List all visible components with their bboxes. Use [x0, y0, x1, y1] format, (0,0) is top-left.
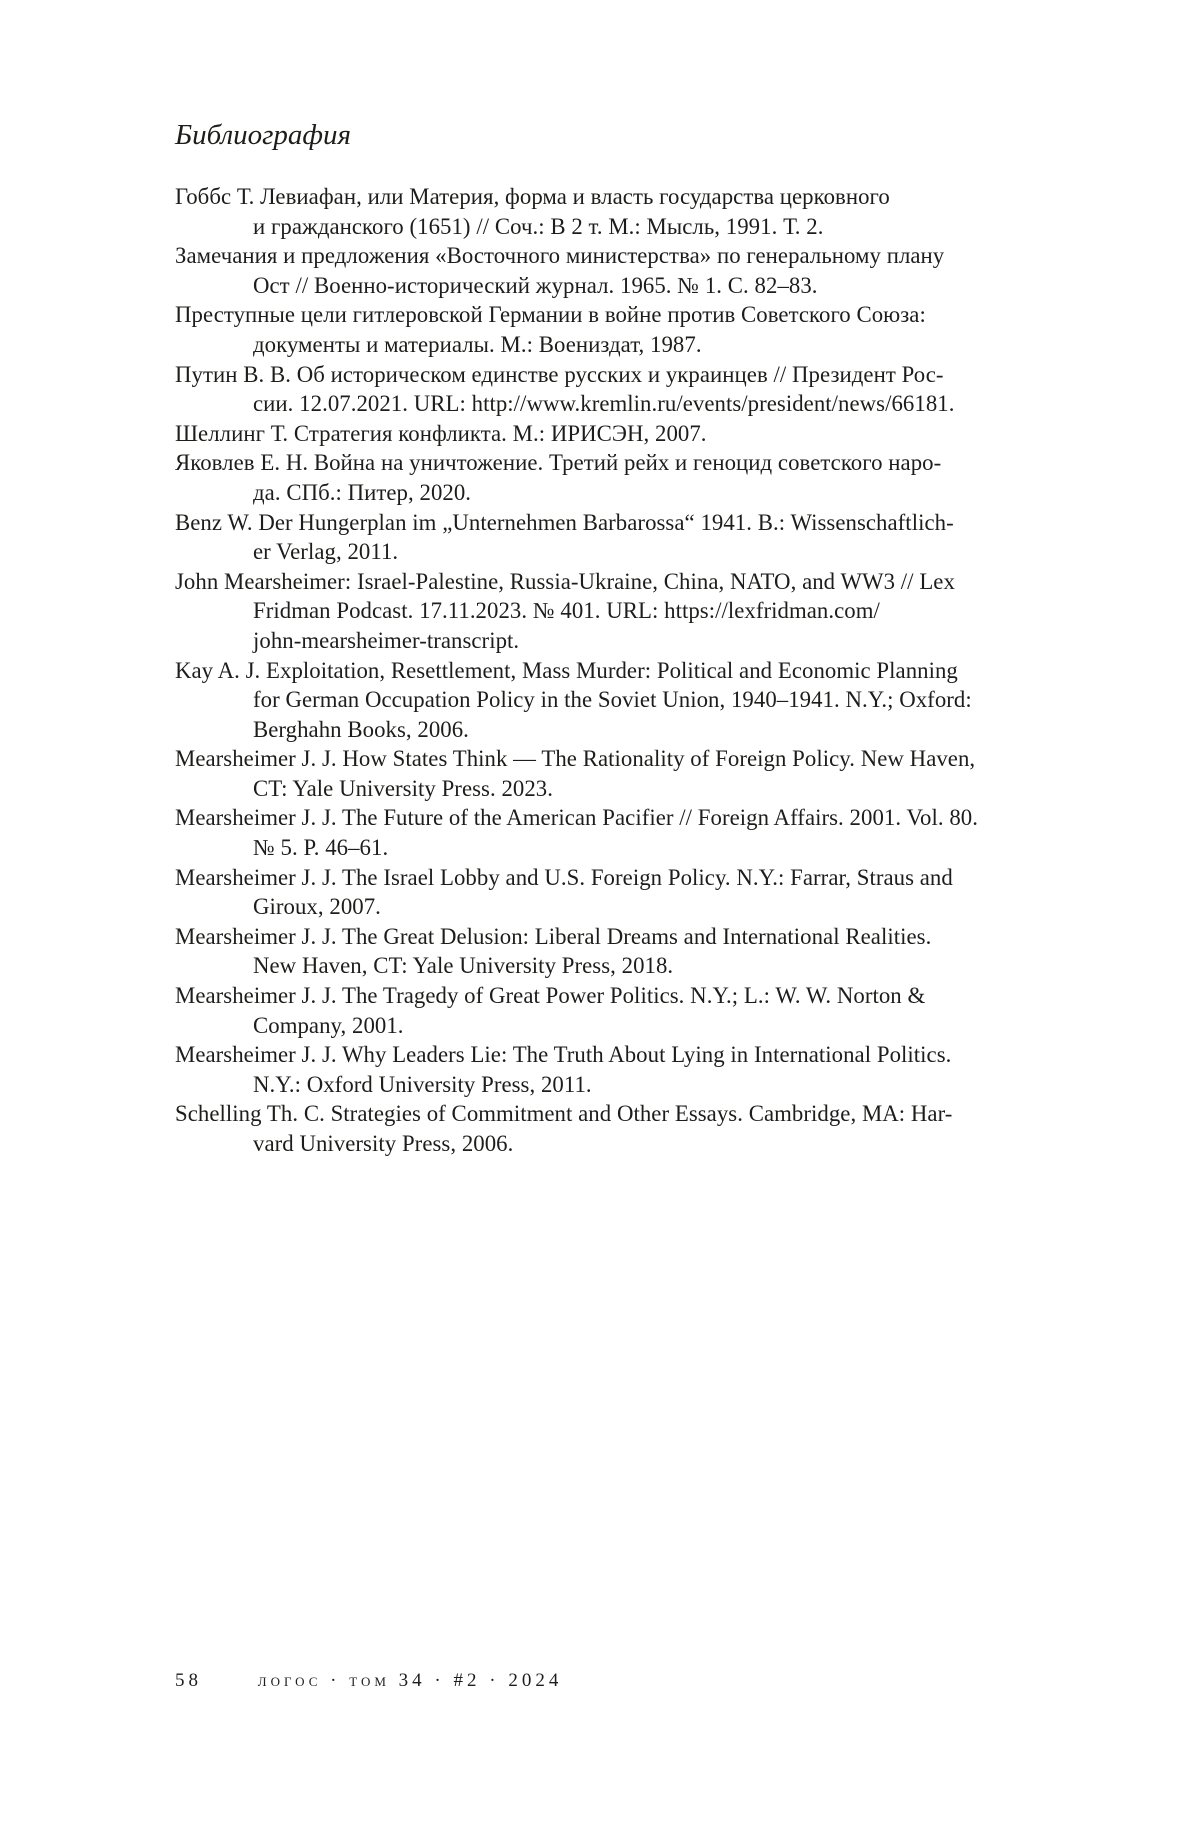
- bibliography-entry: Kay A. J. Exploitation, Resettlement, Mass Murder: Political and Economic Planning for German Occupation Policy in the Soviet Union, 1940–1941. N.Y.; Oxford: Berghahn Books, 2006.: [175, 657, 972, 742]
- bibliography-entry: Яковлев Е. Н. Война на уничтожение. Третий рейх и геноцид советского наро- да. СПб.: Питер, 2020.: [175, 450, 942, 505]
- bibliography-entry: Шеллинг Т. Стратегия конфликта. М.: ИРИСЭН, 2007.: [175, 420, 707, 446]
- bibliography-entry: Гоббс Т. Левиафан, или Материя, форма и власть государства церковного и гражданского (1651) // Соч.: В 2 т. М.: Мысль, 1991. Т. 2.: [175, 184, 890, 239]
- page-number: 58: [175, 1670, 202, 1691]
- section-heading: Библиография: [175, 119, 351, 151]
- bibliography-entry: Путин В. В. Об историческом единстве русских и украинцев // Президент Рос- сии. 12.07.2021. URL: http://www.kremlin.ru/events/president/news/66181.: [175, 361, 955, 417]
- bibliography-entry: Преступные цели гитлеровской Германии в войне против Советского Союза: документы и материалы. М.: Воениздат, 1987.: [175, 302, 926, 357]
- bibliography-entry: John Mearsheimer: Israel-Palestine, Russia-Ukraine, China, NATO, and WW3 // Lex Fridman Podcast. 17.11.2023. № 401. URL: https://lexfridman.com/ john-mearsheimer-transcript.: [175, 568, 955, 653]
- bibliography-entry: Замечания и предложения «Восточного министерства» по генеральному плану Ост // Военно-исторический журнал. 1965. № 1. С. 82–83.: [175, 243, 945, 298]
- bibliography-entry: Mearsheimer J. J. Why Leaders Lie: The Truth About Lying in International Politics. N.Y.: Oxford University Press, 2011.: [175, 1042, 952, 1097]
- bibliography-entry: Mearsheimer J. J. The Great Delusion: Liberal Dreams and International Realities. New Haven, CT: Yale University Press, 2018.: [175, 923, 932, 979]
- journal-running-footer: логос · том 34 · #2 · 2024: [257, 1670, 563, 1691]
- bibliography-entry: Mearsheimer J. J. How States Think — The Rationality of Foreign Policy. New Haven, CT: Yale University Press. 2023.: [175, 746, 976, 801]
- bibliography-entry: Mearsheimer J. J. The Future of the American Pacifier // Foreign Affairs. 2001. Vol. 80. № 5. P. 46–61.: [175, 805, 978, 861]
- bibliography-entry: Mearsheimer J. J. The Tragedy of Great Power Politics. N.Y.; L.: W. W. Norton & Company, 2001.: [175, 983, 926, 1038]
- bibliography-entry: Mearsheimer J. J. The Israel Lobby and U.S. Foreign Policy. N.Y.: Farrar, Straus and Giroux, 2007.: [175, 864, 953, 920]
- bibliography-entry: Benz W. Der Hungerplan im „Unternehmen Barbarossa“ 1941. B.: Wissenschaftlich- er Verlag, 2011.: [175, 509, 954, 565]
- bibliography-entry: Schelling Th. C. Strategies of Commitment and Other Essays. Cambridge, MA: Har- vard University Press, 2006.: [175, 1101, 953, 1156]
- page-footer: [175, 1668, 562, 1694]
- bibliography-list: [175, 182, 1035, 1159]
